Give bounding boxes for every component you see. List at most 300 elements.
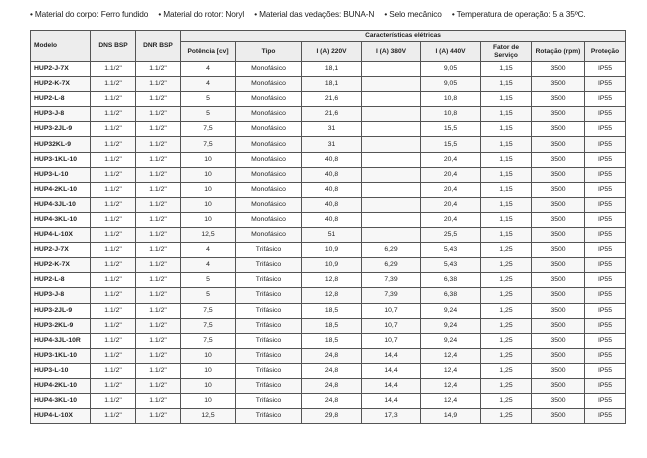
cell-model: HUP2-J-7X	[31, 243, 91, 258]
cell-model: HUP2-K-7X	[31, 77, 91, 92]
cell-i220: 18,1	[302, 62, 362, 77]
cell-i440: 9,05	[421, 77, 481, 92]
cell-dnr: 1.1/2"	[136, 394, 181, 409]
cell-power: 5	[181, 273, 236, 288]
cell-protection: IP55	[585, 258, 626, 273]
cell-i380	[362, 122, 421, 137]
cell-i380	[362, 182, 421, 197]
table-row	[31, 318, 626, 333]
cell-protection: IP55	[585, 92, 626, 107]
col-header-rpm: Rotação (rpm)	[532, 42, 585, 62]
cell-model: HUP4-3KL-10	[31, 394, 91, 409]
cell-service-factor: 1,25	[481, 318, 532, 333]
table-row	[31, 107, 626, 122]
cell-power: 10	[181, 394, 236, 409]
cell-model: HUP3-2KL-9	[31, 318, 91, 333]
cell-i220: 18,5	[302, 303, 362, 318]
table-row	[31, 243, 626, 258]
spec-rotor-material: • Material do rotor: Noryl	[158, 9, 245, 19]
cell-dnr: 1.1/2"	[136, 62, 181, 77]
cell-dns: 1.1/2"	[91, 62, 136, 77]
cell-rpm: 3500	[532, 363, 585, 378]
table-row	[31, 394, 626, 409]
cell-i220: 18,5	[302, 318, 362, 333]
cell-dnr: 1.1/2"	[136, 137, 181, 152]
cell-i440: 20,4	[421, 182, 481, 197]
cell-dns: 1.1/2"	[91, 212, 136, 227]
cell-model: HUP3-L-10	[31, 167, 91, 182]
cell-dnr: 1.1/2"	[136, 152, 181, 167]
cell-power: 12,5	[181, 409, 236, 424]
cell-model: HUP4-2KL-10	[31, 182, 91, 197]
cell-protection: IP55	[585, 77, 626, 92]
cell-dns: 1.1/2"	[91, 318, 136, 333]
cell-type: Monofásico	[236, 167, 302, 182]
cell-service-factor: 1,15	[481, 62, 532, 77]
cell-i220: 24,8	[302, 348, 362, 363]
cell-rpm: 3500	[532, 137, 585, 152]
cell-i440: 20,4	[421, 152, 481, 167]
cell-i440: 15,5	[421, 122, 481, 137]
cell-i220: 40,8	[302, 212, 362, 227]
cell-model: HUP2-L-8	[31, 92, 91, 107]
cell-i220: 24,8	[302, 378, 362, 393]
cell-i220: 21,6	[302, 92, 362, 107]
cell-dns: 1.1/2"	[91, 333, 136, 348]
cell-dnr: 1.1/2"	[136, 243, 181, 258]
cell-dnr: 1.1/2"	[136, 363, 181, 378]
cell-model: HUP3-J-8	[31, 288, 91, 303]
cell-model: HUP3-2JL-9	[31, 122, 91, 137]
cell-power: 4	[181, 243, 236, 258]
cell-power: 7,5	[181, 303, 236, 318]
cell-power: 10	[181, 348, 236, 363]
cell-type: Monofásico	[236, 107, 302, 122]
cell-service-factor: 1,15	[481, 92, 532, 107]
cell-dns: 1.1/2"	[91, 258, 136, 273]
cell-model: HUP3-1KL-10	[31, 152, 91, 167]
table-row	[31, 122, 626, 137]
cell-model: HUP4-3KL-10	[31, 212, 91, 227]
cell-i380: 14,4	[362, 348, 421, 363]
cell-type: Trifásico	[236, 333, 302, 348]
cell-protection: IP55	[585, 228, 626, 243]
cell-dnr: 1.1/2"	[136, 273, 181, 288]
cell-i380	[362, 167, 421, 182]
cell-type: Trifásico	[236, 318, 302, 333]
cell-rpm: 3500	[532, 258, 585, 273]
table-row	[31, 258, 626, 273]
cell-service-factor: 1,15	[481, 77, 532, 92]
cell-dns: 1.1/2"	[91, 167, 136, 182]
cell-power: 10	[181, 152, 236, 167]
cell-dns: 1.1/2"	[91, 92, 136, 107]
table-row	[31, 167, 626, 182]
table-row	[31, 152, 626, 167]
cell-i440: 12,4	[421, 378, 481, 393]
spec-mechanical-seal: • Selo mecânico	[384, 9, 442, 19]
cell-dns: 1.1/2"	[91, 363, 136, 378]
table-row	[31, 182, 626, 197]
cell-model: HUP3-J-8	[31, 107, 91, 122]
cell-dns: 1.1/2"	[91, 197, 136, 212]
cell-power: 5	[181, 92, 236, 107]
cell-rpm: 3500	[532, 333, 585, 348]
cell-rpm: 3500	[532, 409, 585, 424]
table-row	[31, 348, 626, 363]
cell-protection: IP55	[585, 122, 626, 137]
cell-type: Monofásico	[236, 212, 302, 227]
cell-type: Monofásico	[236, 197, 302, 212]
cell-dnr: 1.1/2"	[136, 228, 181, 243]
cell-i220: 51	[302, 228, 362, 243]
spec-operating-temperature: • Temperatura de operação: 5 a 35ºC.	[451, 9, 586, 19]
cell-i440: 15,5	[421, 137, 481, 152]
cell-dns: 1.1/2"	[91, 409, 136, 424]
header-row-group	[31, 31, 626, 42]
cell-i220: 12,8	[302, 273, 362, 288]
cell-rpm: 3500	[532, 228, 585, 243]
cell-rpm: 3500	[532, 62, 585, 77]
cell-rpm: 3500	[532, 197, 585, 212]
pump-spec-table	[30, 30, 626, 424]
cell-i440: 9,24	[421, 303, 481, 318]
col-header-service-factor: Fator de Serviço	[481, 42, 532, 62]
table-row	[31, 303, 626, 318]
cell-type: Monofásico	[236, 122, 302, 137]
cell-model: HUP2-L-8	[31, 273, 91, 288]
cell-rpm: 3500	[532, 318, 585, 333]
cell-i440: 5,43	[421, 258, 481, 273]
cell-type: Monofásico	[236, 137, 302, 152]
cell-protection: IP55	[585, 288, 626, 303]
cell-dns: 1.1/2"	[91, 182, 136, 197]
cell-service-factor: 1,25	[481, 409, 532, 424]
cell-type: Trifásico	[236, 348, 302, 363]
cell-rpm: 3500	[532, 378, 585, 393]
cell-protection: IP55	[585, 152, 626, 167]
cell-i440: 6,38	[421, 273, 481, 288]
cell-i220: 10,9	[302, 258, 362, 273]
cell-dnr: 1.1/2"	[136, 333, 181, 348]
cell-dnr: 1.1/2"	[136, 318, 181, 333]
cell-protection: IP55	[585, 62, 626, 77]
cell-i220: 31	[302, 122, 362, 137]
cell-rpm: 3500	[532, 273, 585, 288]
cell-power: 4	[181, 62, 236, 77]
cell-i440: 9,24	[421, 318, 481, 333]
cell-i440: 5,43	[421, 243, 481, 258]
cell-power: 5	[181, 107, 236, 122]
cell-dnr: 1.1/2"	[136, 303, 181, 318]
cell-model: HUP32KL-9	[31, 137, 91, 152]
cell-model: HUP4-2KL-10	[31, 378, 91, 393]
cell-service-factor: 1,25	[481, 394, 532, 409]
cell-i220: 40,8	[302, 182, 362, 197]
cell-protection: IP55	[585, 167, 626, 182]
cell-dnr: 1.1/2"	[136, 167, 181, 182]
cell-power: 10	[181, 197, 236, 212]
cell-i220: 31	[302, 137, 362, 152]
cell-i380	[362, 152, 421, 167]
col-header-i380: I (A) 380V	[362, 42, 421, 62]
cell-model: HUP2-J-7X	[31, 62, 91, 77]
cell-i220: 24,8	[302, 363, 362, 378]
cell-dnr: 1.1/2"	[136, 378, 181, 393]
cell-type: Trifásico	[236, 288, 302, 303]
cell-power: 7,5	[181, 122, 236, 137]
cell-i220: 40,8	[302, 167, 362, 182]
cell-power: 4	[181, 258, 236, 273]
cell-i380: 10,7	[362, 333, 421, 348]
cell-i380: 10,7	[362, 303, 421, 318]
cell-dns: 1.1/2"	[91, 348, 136, 363]
cell-dnr: 1.1/2"	[136, 92, 181, 107]
cell-i440: 10,8	[421, 107, 481, 122]
cell-i380: 14,4	[362, 378, 421, 393]
cell-power: 10	[181, 182, 236, 197]
table-row	[31, 409, 626, 424]
table-row	[31, 333, 626, 348]
cell-protection: IP55	[585, 137, 626, 152]
cell-dns: 1.1/2"	[91, 152, 136, 167]
cell-type: Trifásico	[236, 409, 302, 424]
cell-service-factor: 1,15	[481, 167, 532, 182]
cell-type: Trifásico	[236, 394, 302, 409]
cell-i220: 24,8	[302, 394, 362, 409]
cell-dnr: 1.1/2"	[136, 409, 181, 424]
cell-service-factor: 1,15	[481, 107, 532, 122]
cell-i380: 7,39	[362, 273, 421, 288]
cell-i380: 17,3	[362, 409, 421, 424]
col-header-protection: Proteção	[585, 42, 626, 62]
cell-dnr: 1.1/2"	[136, 288, 181, 303]
cell-rpm: 3500	[532, 167, 585, 182]
cell-type: Monofásico	[236, 62, 302, 77]
cell-power: 4	[181, 77, 236, 92]
cell-service-factor: 1,15	[481, 212, 532, 227]
col-header-i220: I (A) 220V	[302, 42, 362, 62]
cell-power: 12,5	[181, 228, 236, 243]
table-row	[31, 92, 626, 107]
table-row	[31, 378, 626, 393]
cell-i380	[362, 197, 421, 212]
cell-i380	[362, 107, 421, 122]
cell-i380	[362, 62, 421, 77]
table-row	[31, 363, 626, 378]
cell-model: HUP2-K-7X	[31, 258, 91, 273]
table-row	[31, 77, 626, 92]
cell-i220: 18,1	[302, 77, 362, 92]
cell-i220: 18,5	[302, 333, 362, 348]
cell-i440: 14,9	[421, 409, 481, 424]
cell-model: HUP3-2JL-9	[31, 303, 91, 318]
cell-protection: IP55	[585, 394, 626, 409]
cell-i380	[362, 228, 421, 243]
cell-type: Trifásico	[236, 378, 302, 393]
cell-i380	[362, 77, 421, 92]
cell-protection: IP55	[585, 182, 626, 197]
cell-service-factor: 1,15	[481, 197, 532, 212]
cell-power: 5	[181, 288, 236, 303]
cell-service-factor: 1,25	[481, 378, 532, 393]
cell-protection: IP55	[585, 363, 626, 378]
cell-rpm: 3500	[532, 394, 585, 409]
cell-service-factor: 1,25	[481, 273, 532, 288]
col-header-i440: I (A) 440V	[421, 42, 481, 62]
cell-i440: 9,24	[421, 333, 481, 348]
cell-type: Trifásico	[236, 273, 302, 288]
cell-dns: 1.1/2"	[91, 243, 136, 258]
cell-power: 7,5	[181, 318, 236, 333]
table-row	[31, 197, 626, 212]
cell-service-factor: 1,15	[481, 182, 532, 197]
cell-dns: 1.1/2"	[91, 228, 136, 243]
cell-type: Monofásico	[236, 182, 302, 197]
cell-i440: 10,8	[421, 92, 481, 107]
cell-rpm: 3500	[532, 92, 585, 107]
cell-model: HUP4-3JL-10R	[31, 333, 91, 348]
cell-service-factor: 1,25	[481, 303, 532, 318]
cell-model: HUP3-L-10	[31, 363, 91, 378]
cell-protection: IP55	[585, 378, 626, 393]
cell-dnr: 1.1/2"	[136, 212, 181, 227]
cell-service-factor: 1,25	[481, 363, 532, 378]
table-row	[31, 212, 626, 227]
cell-model: HUP4-L-10X	[31, 409, 91, 424]
cell-model: HUP3-1KL-10	[31, 348, 91, 363]
cell-i440: 20,4	[421, 167, 481, 182]
cell-dns: 1.1/2"	[91, 273, 136, 288]
cell-rpm: 3500	[532, 77, 585, 92]
cell-protection: IP55	[585, 348, 626, 363]
cell-i440: 20,4	[421, 197, 481, 212]
col-header-model: Modelo	[31, 31, 91, 62]
cell-type: Trifásico	[236, 243, 302, 258]
specs-line	[30, 9, 630, 23]
cell-power: 10	[181, 167, 236, 182]
cell-i220: 40,8	[302, 152, 362, 167]
cell-i380	[362, 212, 421, 227]
cell-service-factor: 1,25	[481, 243, 532, 258]
cell-i220: 21,6	[302, 107, 362, 122]
cell-rpm: 3500	[532, 303, 585, 318]
cell-i440: 20,4	[421, 212, 481, 227]
col-header-dns: DNS BSP	[91, 31, 136, 62]
cell-dns: 1.1/2"	[91, 137, 136, 152]
cell-i380: 10,7	[362, 318, 421, 333]
cell-i220: 40,8	[302, 197, 362, 212]
cell-service-factor: 1,25	[481, 333, 532, 348]
cell-dns: 1.1/2"	[91, 303, 136, 318]
cell-power: 10	[181, 378, 236, 393]
cell-i440: 12,4	[421, 363, 481, 378]
table-row	[31, 273, 626, 288]
cell-i440: 12,4	[421, 394, 481, 409]
table-row	[31, 62, 626, 77]
cell-dns: 1.1/2"	[91, 107, 136, 122]
cell-protection: IP55	[585, 197, 626, 212]
cell-type: Trifásico	[236, 303, 302, 318]
table-row	[31, 288, 626, 303]
cell-i380: 7,39	[362, 288, 421, 303]
spec-body-material: • Material do corpo: Ferro fundido	[30, 9, 149, 19]
cell-model: HUP4-L-10X	[31, 228, 91, 243]
table-row	[31, 228, 626, 243]
cell-dnr: 1.1/2"	[136, 107, 181, 122]
cell-model: HUP4-3JL-10	[31, 197, 91, 212]
cell-protection: IP55	[585, 318, 626, 333]
cell-i380: 6,29	[362, 258, 421, 273]
cell-service-factor: 1,25	[481, 348, 532, 363]
cell-i220: 12,8	[302, 288, 362, 303]
cell-type: Monofásico	[236, 92, 302, 107]
cell-rpm: 3500	[532, 107, 585, 122]
cell-protection: IP55	[585, 243, 626, 258]
cell-power: 7,5	[181, 137, 236, 152]
cell-dnr: 1.1/2"	[136, 258, 181, 273]
cell-i440: 25,5	[421, 228, 481, 243]
cell-type: Monofásico	[236, 77, 302, 92]
cell-type: Trifásico	[236, 258, 302, 273]
cell-dnr: 1.1/2"	[136, 122, 181, 137]
cell-rpm: 3500	[532, 152, 585, 167]
cell-type: Monofásico	[236, 152, 302, 167]
cell-dnr: 1.1/2"	[136, 348, 181, 363]
table-row	[31, 137, 626, 152]
cell-dnr: 1.1/2"	[136, 182, 181, 197]
cell-dnr: 1.1/2"	[136, 77, 181, 92]
col-header-power: Potência [cv]	[181, 42, 236, 62]
cell-power: 10	[181, 363, 236, 378]
cell-rpm: 3500	[532, 288, 585, 303]
cell-dns: 1.1/2"	[91, 288, 136, 303]
cell-rpm: 3500	[532, 243, 585, 258]
cell-rpm: 3500	[532, 212, 585, 227]
cell-i380: 14,4	[362, 394, 421, 409]
cell-i440: 6,38	[421, 288, 481, 303]
cell-type: Monofásico	[236, 228, 302, 243]
cell-i440: 9,05	[421, 62, 481, 77]
table-body	[31, 62, 626, 424]
cell-type: Trifásico	[236, 363, 302, 378]
cell-i380	[362, 92, 421, 107]
col-header-dnr: DNR BSP	[136, 31, 181, 62]
cell-dnr: 1.1/2"	[136, 197, 181, 212]
cell-protection: IP55	[585, 303, 626, 318]
cell-service-factor: 1,15	[481, 137, 532, 152]
cell-rpm: 3500	[532, 348, 585, 363]
spec-seal-material: • Material das vedações: BUNA-N	[254, 9, 375, 19]
cell-rpm: 3500	[532, 182, 585, 197]
cell-service-factor: 1,25	[481, 258, 532, 273]
cell-power: 7,5	[181, 333, 236, 348]
cell-service-factor: 1,25	[481, 288, 532, 303]
cell-i220: 29,8	[302, 409, 362, 424]
cell-i380	[362, 137, 421, 152]
cell-service-factor: 1,15	[481, 228, 532, 243]
cell-power: 10	[181, 212, 236, 227]
cell-dns: 1.1/2"	[91, 378, 136, 393]
cell-i380: 6,29	[362, 243, 421, 258]
cell-protection: IP55	[585, 333, 626, 348]
cell-service-factor: 1,15	[481, 152, 532, 167]
cell-protection: IP55	[585, 273, 626, 288]
cell-service-factor: 1,15	[481, 122, 532, 137]
col-group-electrical: Características elétricas	[181, 31, 626, 42]
cell-protection: IP55	[585, 107, 626, 122]
cell-dns: 1.1/2"	[91, 394, 136, 409]
